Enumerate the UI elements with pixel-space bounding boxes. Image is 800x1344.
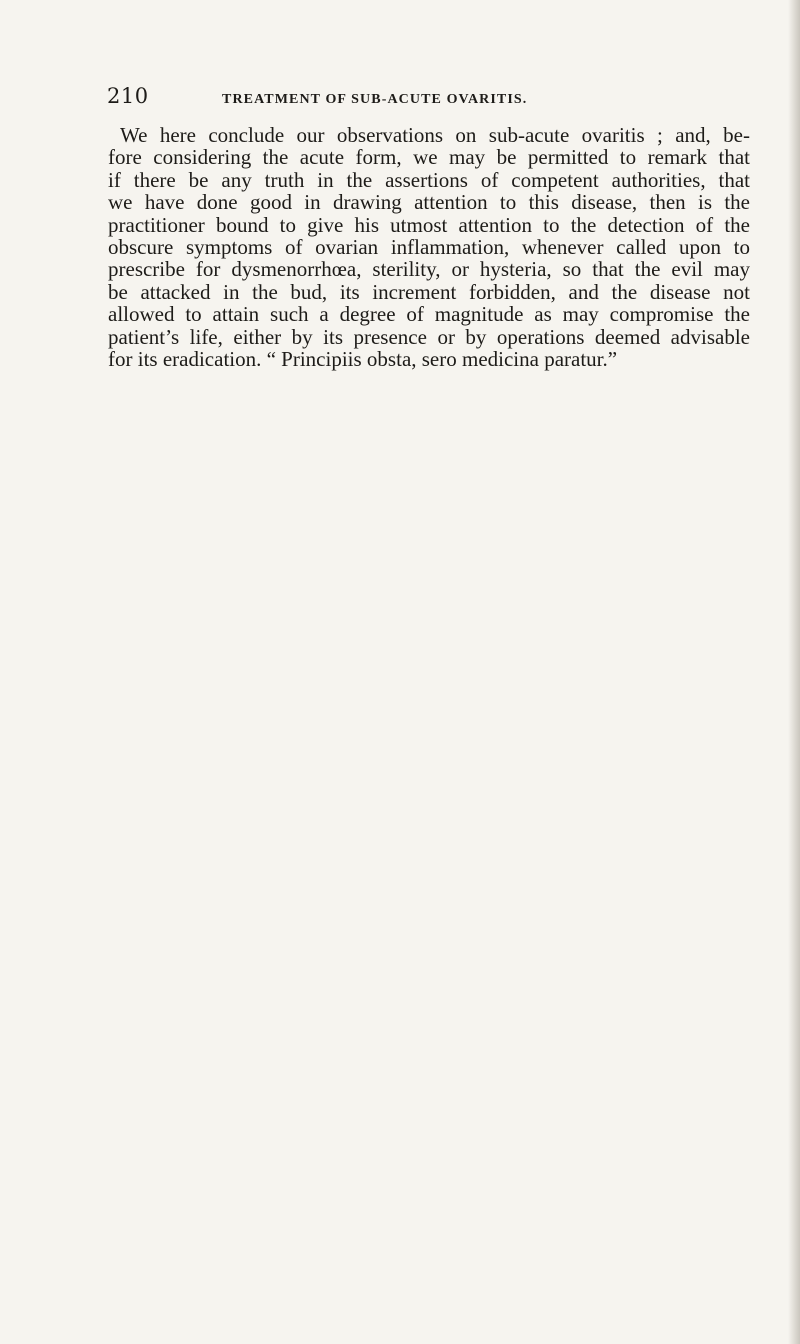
text-line: allowed to attain such a degree of magnitude as may compromise the [108, 302, 750, 327]
text-line: for its eradication. “ Principiis obsta, sero medicina paratur.” [108, 347, 618, 372]
text-line: we have done good in drawing attention to this disease, then is the [108, 190, 750, 215]
body-paragraph [108, 124, 750, 370]
text-line: practitioner bound to give his utmost attention to the detection of the [108, 212, 750, 237]
page-edge-shadow [788, 0, 800, 1344]
running-title: TREATMENT OF SUB-ACUTE OVARITIS. [222, 92, 528, 107]
text-line: be attacked in the bud, its increment forbidden, and the disease not [108, 279, 750, 304]
text-line: obscure symptoms of ovarian inflammation, whenever called upon to [108, 235, 750, 260]
text-line: prescribe for dysmenorrhœa, sterility, or hysteria, so that the evil may [108, 257, 750, 282]
page-number: 210 [107, 84, 149, 108]
running-head [107, 84, 751, 116]
text-line: fore considering the acute form, we may be permitted to remark that [108, 145, 750, 170]
text-line: We here conclude our observations on sub-acute ovaritis ; and, be- [120, 123, 750, 147]
text-line: patient’s life, either by its presence or by operations deemed advisable [108, 324, 750, 349]
text-line: if there be any truth in the assertions of competent authorities, that [108, 167, 750, 192]
